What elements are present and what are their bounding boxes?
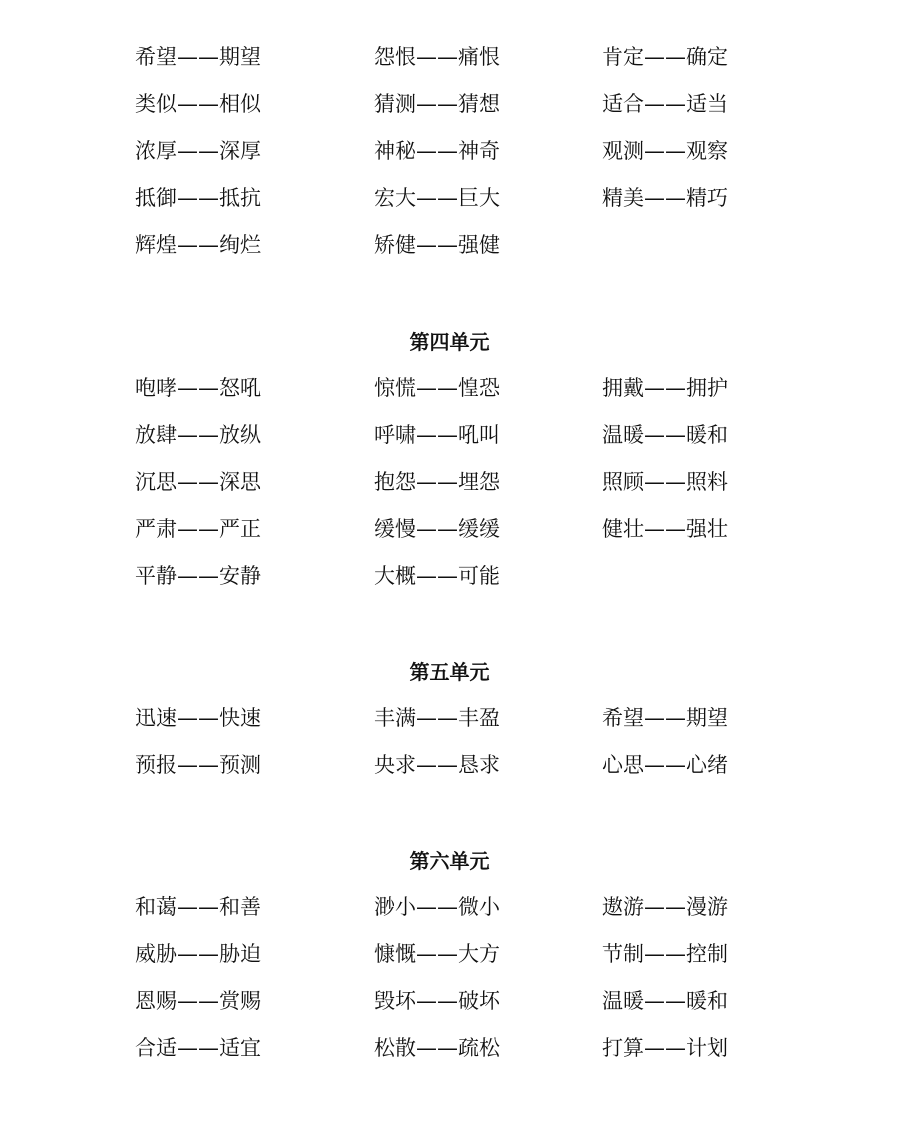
word-row [0,183,899,213]
word-row [0,514,899,544]
synonym-pair: 惊慌——惶恐 [374,376,500,400]
synonym-pair: 希望——期望 [602,706,728,730]
synonym-pair: 丰满——丰盈 [374,706,500,730]
synonym-pair: 松散——疏松 [374,1036,500,1060]
synonym-pair: 预报——预测 [135,753,261,777]
synonym-pair: 咆哮——怒吼 [135,376,261,400]
synonym-pair: 节制——控制 [602,942,728,966]
synonym-pair: 精美——精巧 [602,186,728,210]
synonym-pair: 迅速——快速 [135,706,261,730]
section-heading: 第四单元 [409,330,490,354]
synonym-pair: 温暖——暖和 [602,989,728,1013]
word-row [0,939,899,969]
synonym-pair: 大概——可能 [374,564,500,588]
synonym-pair: 缓慢——缓缓 [374,517,500,541]
synonym-pair: 拥戴——拥护 [602,376,728,400]
synonym-pair: 放肆——放纵 [135,423,261,447]
word-row [0,89,899,119]
synonym-pair: 温暖——暖和 [602,423,728,447]
synonym-pair: 呼啸——吼叫 [374,423,500,447]
synonym-pair: 合适——适宜 [135,1036,261,1060]
word-row [0,703,899,733]
synonym-pair: 沉思——深思 [135,470,261,494]
synonym-pair: 心思——心绪 [602,753,728,777]
synonym-pair: 辉煌——绚烂 [135,233,261,257]
synonym-pair: 照顾——照料 [602,470,728,494]
synonym-pair: 希望——期望 [135,45,261,69]
synonym-pair: 平静——安静 [135,564,261,588]
synonym-pair: 观测——观察 [602,139,728,163]
section-heading: 第六单元 [409,849,490,873]
word-row [0,986,899,1016]
synonym-pair: 打算——计划 [602,1036,728,1060]
synonym-pair: 抵御——抵抗 [135,186,261,210]
word-row [0,750,899,780]
synonym-pair: 怨恨——痛恨 [374,45,500,69]
word-row [0,136,899,166]
synonym-pair: 类似——相似 [135,92,261,116]
word-row [0,892,899,922]
synonym-pair: 慷慨——大方 [374,942,500,966]
synonym-pair: 健壮——强壮 [602,517,728,541]
word-row [0,42,899,72]
word-row [0,230,899,260]
word-row [0,561,899,591]
synonym-pair: 严肃——严正 [135,517,261,541]
synonym-pair: 宏大——巨大 [374,186,500,210]
synonym-pair: 浓厚——深厚 [135,139,261,163]
section-heading: 第五单元 [409,660,490,684]
synonym-pair: 适合——适当 [602,92,728,116]
synonym-pair: 和蔼——和善 [135,895,261,919]
word-row [0,1033,899,1063]
synonym-pair: 恩赐——赏赐 [135,989,261,1013]
synonym-pair: 矫健——强健 [374,233,500,257]
synonym-pair: 肯定——确定 [602,45,728,69]
synonym-pair: 抱怨——埋怨 [374,470,500,494]
synonym-pair: 遨游——漫游 [602,895,728,919]
word-row [0,420,899,450]
synonym-pair: 猜测——猜想 [374,92,500,116]
word-row [0,467,899,497]
synonym-pair: 渺小——微小 [374,895,500,919]
synonym-pair: 威胁——胁迫 [135,942,261,966]
word-row [0,373,899,403]
synonym-pair: 神秘——神奇 [374,139,500,163]
synonym-pair: 毁坏——破坏 [374,989,500,1013]
synonym-pair: 央求——恳求 [374,753,500,777]
